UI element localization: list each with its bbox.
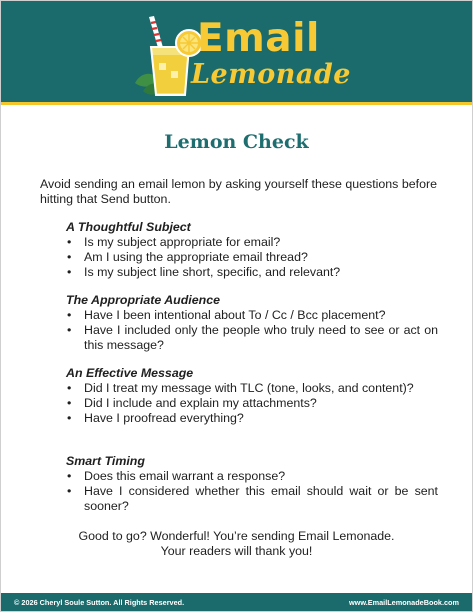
logo-wordmark-email: Email	[197, 16, 320, 61]
section-heading: The Appropriate Audience	[66, 293, 220, 307]
checklist-item: • Have I considered whether this email should wait or be sent sooner?	[66, 484, 438, 514]
closing-line: Good to go? Wonderful! You’re sending Email Lemonade.	[78, 529, 395, 543]
checklist-item: • Have I proofread everything?	[66, 411, 438, 426]
section-effective-message	[66, 366, 438, 426]
header-banner	[1, 1, 472, 105]
closing-message	[1, 529, 472, 559]
logo-wordmark-lemonade: Lemonade	[191, 59, 351, 90]
section-appropriate-audience	[66, 293, 438, 353]
footer-bar	[1, 593, 472, 611]
section-heading: A Thoughtful Subject	[66, 220, 191, 234]
section-heading: Smart Timing	[66, 454, 145, 468]
checklist	[66, 469, 438, 514]
checklist-item: • Have I included only the people who truly need to see or act on this message?	[66, 323, 438, 353]
checklist-item: • Am I using the appropriate email thread?	[66, 250, 438, 265]
checklist-item: • Did I treat my message with TLC (tone, looks, and content)?	[66, 381, 438, 396]
checklist-item: • Is my subject line short, specific, and relevant?	[66, 265, 438, 280]
checklist-item: • Does this email warrant a response?	[66, 469, 438, 484]
checklist	[66, 381, 438, 426]
section-smart-timing	[66, 454, 438, 514]
copyright-notice: © 2026 Cheryl Soule Sutton. All Rights Reserved.	[14, 597, 185, 607]
section-thoughtful-subject	[66, 220, 438, 280]
website-link[interactable]: www.EmailLemonadeBook.com	[348, 597, 459, 607]
checklist-item: • Did I include and explain my attachments?	[66, 396, 438, 411]
section-heading: An Effective Message	[66, 366, 194, 380]
checklist	[66, 235, 438, 280]
checklist-item: • Is my subject appropriate for email?	[66, 235, 438, 250]
page-title: Lemon Check	[164, 131, 309, 153]
intro-paragraph: Avoid sending an email lemon by asking yourself these questions before hitting that Send button.	[40, 177, 437, 206]
checklist-item: • Have I been intentional about To / Cc / Bcc placement?	[66, 308, 438, 323]
checklist	[66, 308, 438, 353]
closing-line: Your readers will thank you!	[160, 544, 313, 558]
